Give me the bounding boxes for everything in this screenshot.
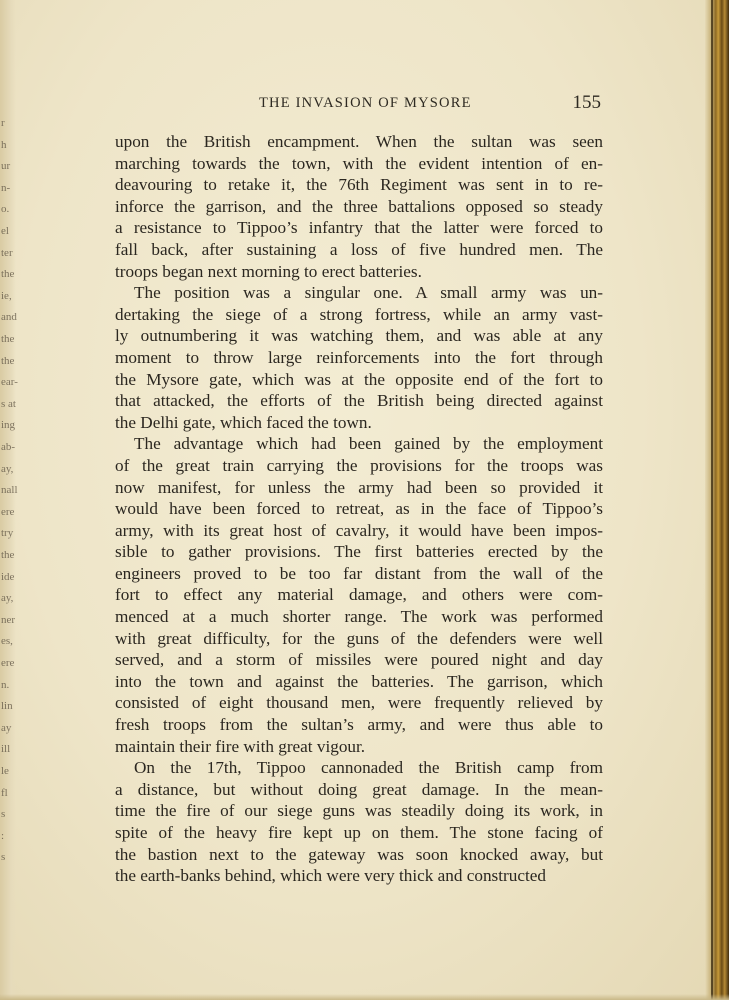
paragraph bbox=[115, 757, 603, 887]
text-line: troops began next morning to erect batteries. bbox=[115, 261, 422, 281]
bleed-fragment: ay, bbox=[1, 462, 14, 475]
text-line: into the town and against the batteries. The garrison, which bbox=[115, 671, 603, 691]
text-line: fresh troops from the sultan’s army, and were thus able to bbox=[115, 715, 603, 735]
text-line: moment to throw large reinforcements into the fort through bbox=[115, 347, 603, 367]
bleed-fragment: ab- bbox=[1, 441, 16, 453]
bleed-fragment: : bbox=[1, 829, 5, 842]
running-header bbox=[115, 93, 603, 115]
text-line: of the great train carrying the provisions for the troops was bbox=[115, 455, 603, 475]
text-line: The position was a singular one. A small army was un- bbox=[134, 283, 603, 303]
bleed-fragment: s at bbox=[1, 397, 16, 410]
text-line: upon the British encampment. When the sultan was seen bbox=[115, 132, 603, 151]
bleed-fragment: ere bbox=[1, 657, 15, 669]
bleed-fragment: lin bbox=[1, 700, 13, 713]
text-line: would have been forced to retreat, as in the face of Tippoo’s bbox=[115, 499, 603, 519]
bleed-fragment: fl bbox=[1, 786, 8, 799]
text-line: The advantage which had been gained by the employment bbox=[134, 434, 603, 454]
text-line: a distance, but without doing great damage. In the mean- bbox=[115, 779, 603, 799]
page-gutter bbox=[0, 0, 16, 1000]
paragraph bbox=[115, 282, 603, 433]
bleed-fragment: nall bbox=[1, 484, 18, 497]
text-line: menced at a much shorter range. The work was performed bbox=[115, 607, 603, 627]
text-line: time the fire of our siege guns was steadily doing its work, in bbox=[115, 801, 603, 821]
text-line: served, and a storm of missiles were poured night and day bbox=[115, 650, 603, 670]
bleed-fragment: ing bbox=[1, 419, 16, 432]
page-number: 155 bbox=[572, 92, 601, 113]
bleed-fragment: ere bbox=[1, 505, 15, 518]
text-line: the bastion next to the gateway was soon knocked away, but bbox=[115, 844, 603, 864]
bleed-fragment: ay bbox=[1, 721, 12, 734]
page-bottom-edge bbox=[0, 994, 729, 1000]
bleed-fragment: the bbox=[1, 549, 15, 561]
bleed-fragment: ear- bbox=[1, 376, 18, 389]
bleed-fragment: ie, bbox=[1, 289, 12, 302]
bleed-fragment: the bbox=[1, 268, 15, 281]
bleed-fragment: ter bbox=[1, 246, 13, 259]
bleed-fragment: ay, bbox=[1, 592, 14, 605]
text-line: the earth-banks behind, which were very thick and constructed bbox=[115, 866, 546, 886]
bleed-fragment: o. bbox=[1, 203, 10, 216]
bleed-fragment: s bbox=[1, 808, 6, 821]
bleed-fragment: le bbox=[1, 765, 9, 777]
text-line: that attacked, the efforts of the British being directed against bbox=[115, 391, 603, 411]
bleed-fragment: ill bbox=[1, 743, 11, 756]
text-line: engineers proved to be too far distant from the wall of the bbox=[115, 563, 603, 583]
bleed-fragment: h bbox=[1, 138, 7, 151]
text-line: the Mysore gate, which was at the opposite end of the fort to bbox=[115, 369, 603, 389]
bleed-fragment: and bbox=[1, 311, 17, 324]
bleed-fragment: s bbox=[1, 851, 6, 864]
bleed-fragment: r bbox=[1, 117, 5, 129]
bleed-fragment: ner bbox=[1, 613, 16, 626]
text-line: sible to gather provisions. The first batteries erected by the bbox=[115, 542, 603, 562]
bleed-fragment: n- bbox=[1, 181, 11, 194]
gilt-fore-edge bbox=[705, 0, 729, 1000]
bleed-fragment: the bbox=[1, 333, 15, 345]
text-line: deavouring to retake it, the 76th Regiment was sent in to re- bbox=[115, 175, 603, 195]
paragraph bbox=[115, 131, 603, 282]
text-line: the Delhi gate, which faced the town. bbox=[115, 412, 372, 432]
text-line: army, with its great host of cavalry, it would have been impos- bbox=[115, 520, 603, 540]
text-line: with great difficulty, for the guns of the defenders were well bbox=[115, 628, 603, 648]
text-line: spite of the heavy fire kept up on them. The stone facing of bbox=[115, 823, 603, 842]
bleed-fragment: n. bbox=[1, 678, 10, 691]
text-line: fall back, after sustaining a loss of five hundred men. The bbox=[115, 239, 603, 259]
text-line: ly outnumbering it was watching them, and was able at any bbox=[115, 326, 603, 346]
bleed-fragment: the bbox=[1, 354, 15, 367]
bleed-fragment: try bbox=[1, 527, 14, 540]
paragraph bbox=[115, 433, 603, 757]
bleed-fragment: ide bbox=[1, 570, 15, 583]
text-line: On the 17th, Tippoo cannonaded the British camp from bbox=[134, 758, 603, 778]
text-line: marching towards the town, with the evident intention of en- bbox=[115, 153, 603, 173]
text-line: maintain their fire with great vigour. bbox=[115, 736, 366, 756]
text-line: consisted of eight thousand men, were frequently relieved by bbox=[115, 693, 603, 713]
running-title: THE INVASION OF MYSORE bbox=[259, 95, 472, 111]
text-line: dertaking the siege of a strong fortress, while an army vast- bbox=[115, 304, 603, 324]
text-line: inforce the garrison, and the three battalions opposed so steady bbox=[115, 196, 603, 216]
text-line: fort to effect any material damage, and others were com- bbox=[115, 585, 603, 605]
text-line: a resistance to Tippoo’s infantry that the latter were forced to bbox=[115, 218, 603, 238]
text-line: now manifest, for unless the army had been so provided it bbox=[115, 477, 603, 497]
bleed-fragment: ur bbox=[1, 160, 11, 173]
bleed-fragment: es, bbox=[1, 635, 13, 648]
body-text bbox=[115, 131, 603, 887]
bleed-fragment: el bbox=[1, 225, 9, 237]
